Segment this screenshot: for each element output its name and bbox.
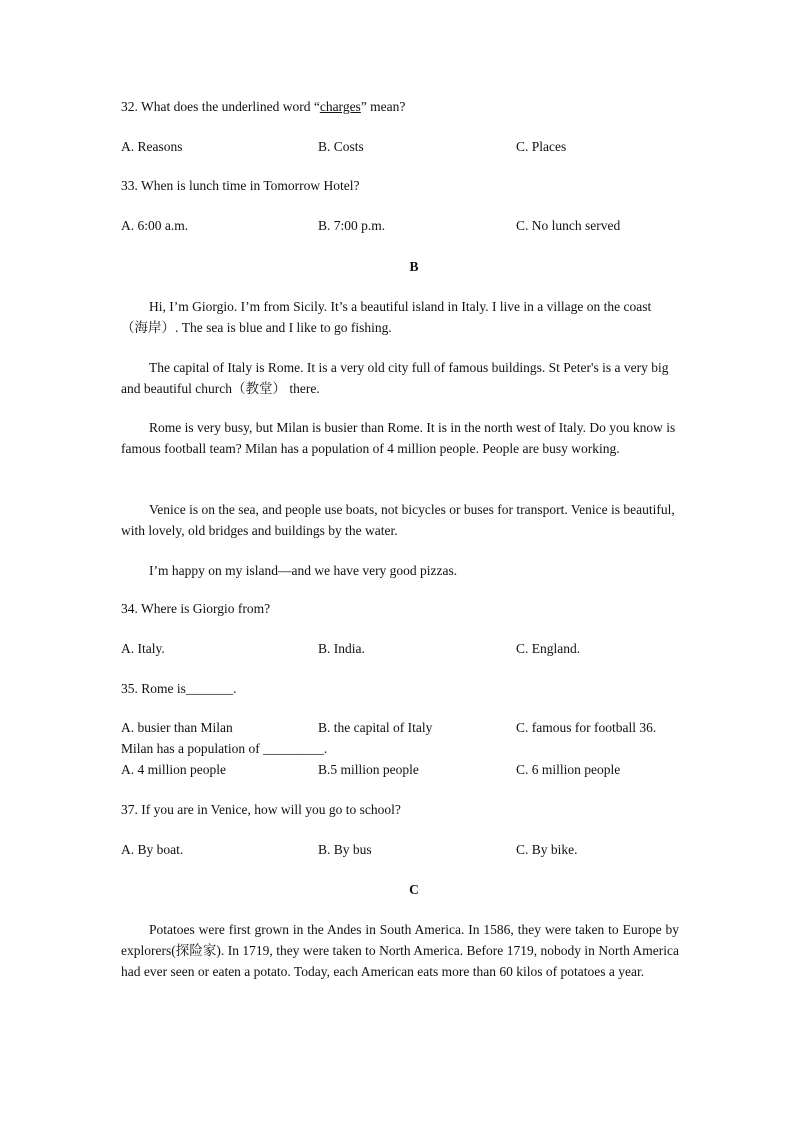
section-b-paragraph-5: I’m happy on my island—and we have very good pizzas. [149, 563, 458, 578]
q35-option-c: C. famous for football 36. [516, 720, 657, 735]
q37-option-b: B. By bus [318, 842, 372, 857]
q36-option-c: C. 6 million people [516, 762, 621, 777]
underlined-word: charges [319, 99, 361, 114]
q33-option-c: C. No lunch served [516, 218, 621, 233]
question-32-text-before: 32. What does the underlined word “ [121, 99, 320, 114]
question-33: 33. When is lunch time in Tomorrow Hotel? [121, 178, 360, 193]
question-32 [121, 97, 405, 117]
q32-option-c: C. Places [516, 139, 567, 154]
q34-option-c: C. England. [516, 641, 581, 656]
q36-option-a: A. 4 million people [121, 762, 226, 777]
q35-option-b: B. the capital of Italy [318, 720, 433, 735]
section-b-paragraph-1: Hi, I’m Giorgio. I’m from Sicily. It’s a beautiful island in Italy. I live in a village on the coast （海岸）. The sea is blue and I like to go fishing. [121, 299, 652, 335]
question-36: Milan has a population of _________. [121, 741, 328, 756]
question-34: 34. Where is Giorgio from? [121, 601, 271, 616]
q34-option-b: B. India. [318, 641, 365, 656]
q37-option-a: A. By boat. [121, 842, 184, 857]
section-b-heading: B [409, 259, 419, 274]
q37-option-c: C. By bike. [516, 842, 578, 857]
section-b-paragraph-4: Venice is on the sea, and people use boats, not bicycles or buses for transport. Venice is beautiful, with lovely, old bridges and buildings by the water. [121, 502, 675, 538]
q33-option-a: A. 6:00 a.m. [121, 218, 189, 233]
q32-option-a: A. Reasons [121, 139, 183, 154]
section-c-heading: C [409, 882, 419, 897]
question-35: 35. Rome is_______. [121, 681, 237, 696]
q33-option-b: B. 7:00 p.m. [318, 218, 386, 233]
q36-option-b: B.5 million people [318, 762, 419, 777]
q32-option-b: B. Costs [318, 139, 364, 154]
section-b-paragraph-2: The capital of Italy is Rome. It is a very old city full of famous buildings. St Peter's is a very big and beautiful church（教堂） there. [121, 360, 669, 396]
q35-option-a: A. busier than Milan [121, 720, 233, 735]
section-b-paragraph-3: Rome is very busy, but Milan is busier than Rome. It is in the north west of Italy. Do you know is famous football team? Milan has a population of 4 million people. People are busy working. [121, 420, 676, 456]
question-32-text-after: ” mean? [360, 99, 406, 114]
question-37: 37. If you are in Venice, how will you go to school? [121, 802, 401, 817]
section-c-paragraph-1: Potatoes were first grown in the Andes in South America. In 1586, they were taken to Europe by explorers(探险家). In 1719, they were taken to North America. Before 1719, nobody in North America had ever seen or eaten a potato. Today, each American eats more than 60 kilos of potatoes a year. [121, 922, 679, 979]
q34-option-a: A. Italy. [121, 641, 165, 656]
